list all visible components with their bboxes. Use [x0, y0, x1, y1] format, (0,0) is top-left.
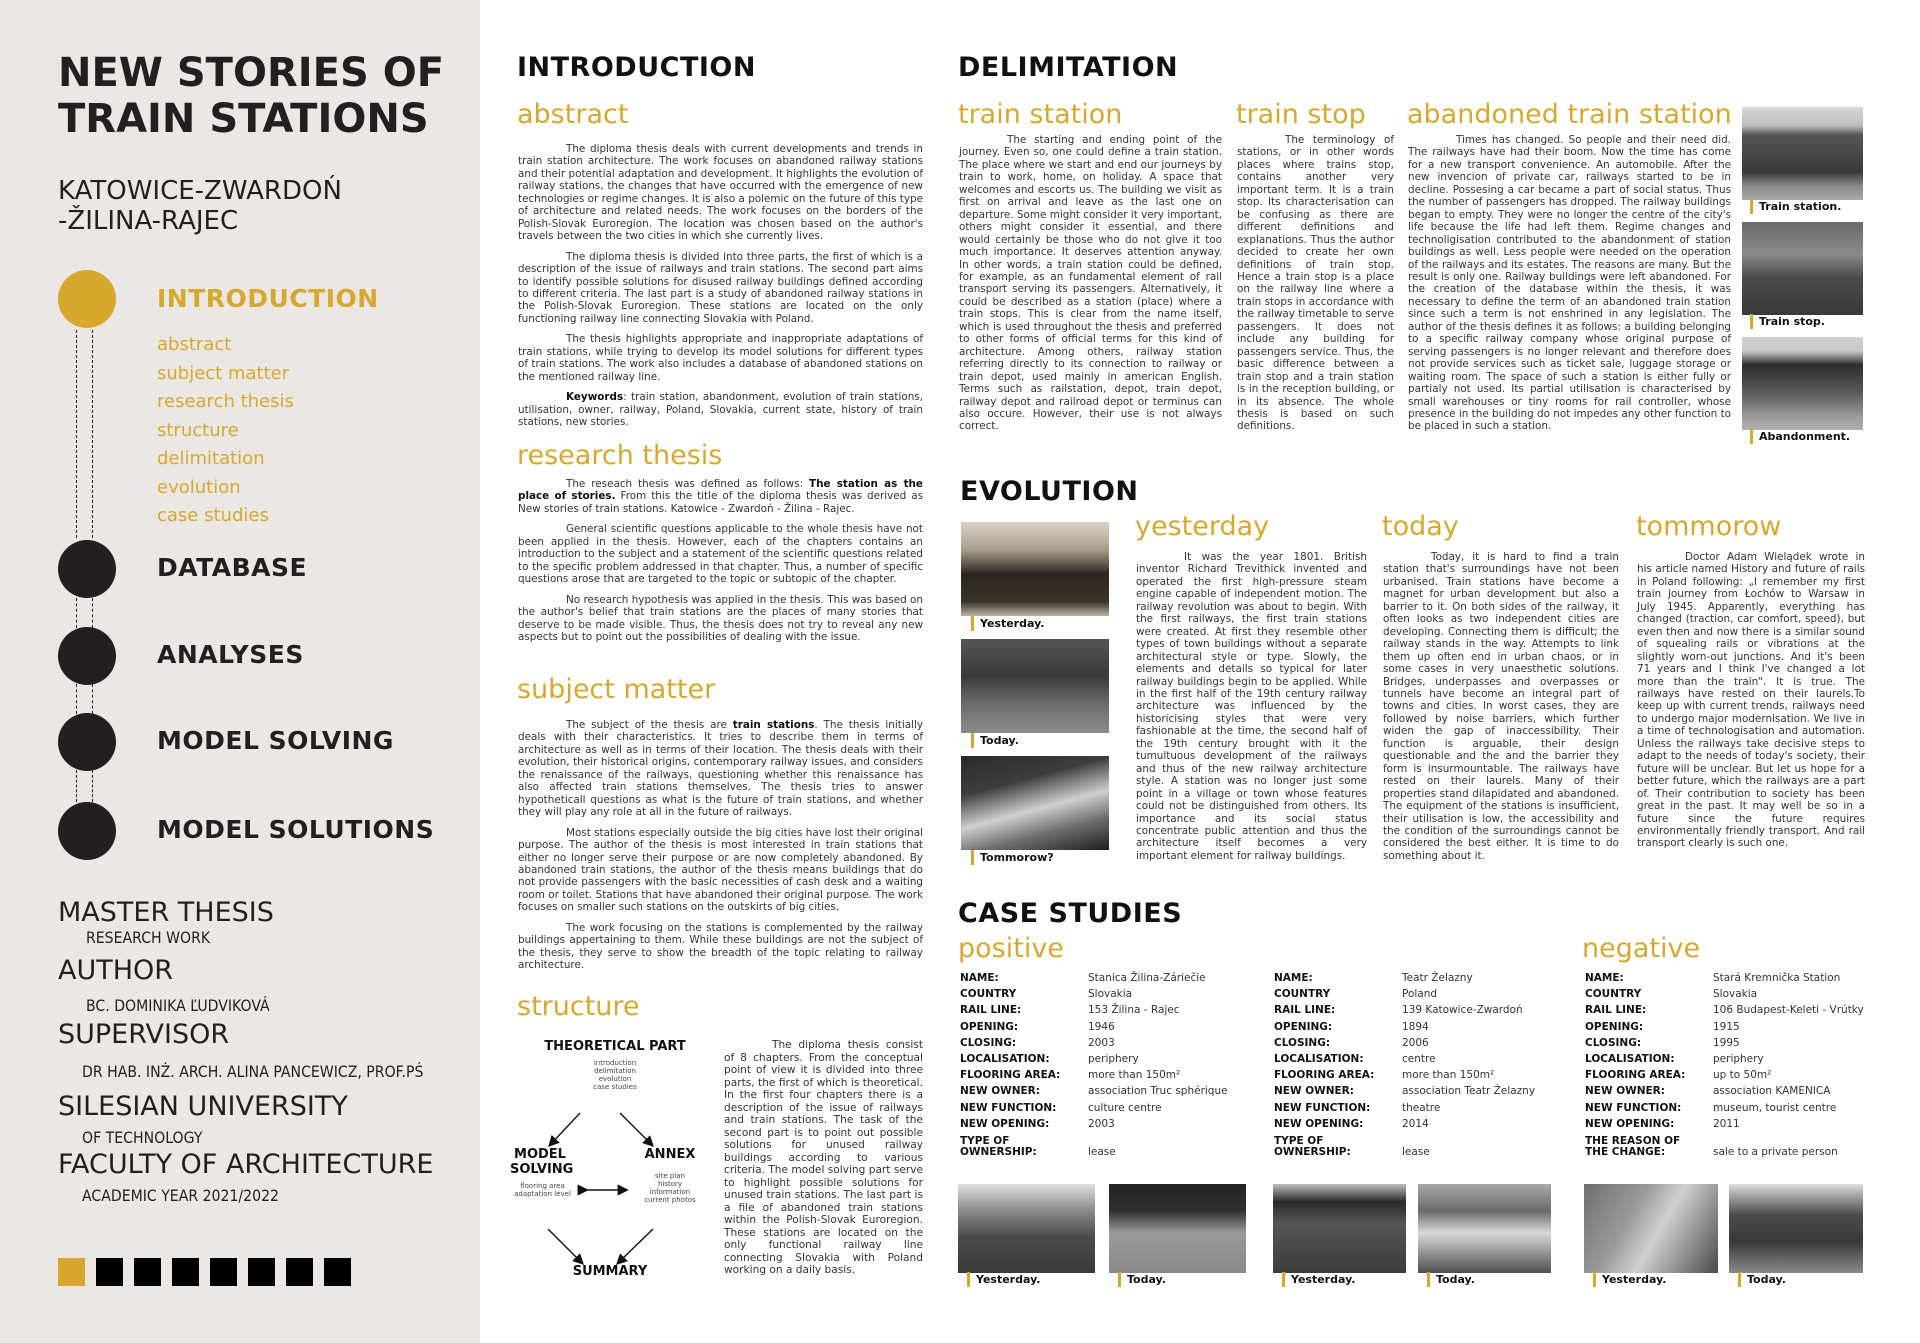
tommorow-title: tommorow	[1636, 511, 1782, 542]
arrow-model-summary	[548, 1229, 582, 1263]
case-key: RAIL LINE:	[1274, 1004, 1336, 1017]
diagram-model-items	[510, 1182, 575, 1198]
timeline-dash	[92, 598, 93, 628]
case-key: LOCALISATION:	[960, 1053, 1050, 1066]
case-key: LOCALISATION:	[1585, 1053, 1675, 1066]
case-key: COUNTRY	[1585, 988, 1642, 1001]
page-indicator	[58, 1258, 351, 1286]
caption-train-station: Train station.	[1750, 199, 1841, 214]
subject-matter-text	[518, 719, 923, 980]
timeline-dash	[92, 770, 93, 802]
photo-train-station	[1742, 107, 1863, 200]
case-row	[960, 1100, 1228, 1116]
subject-matter-paragraph: Most stations especially outside the big cities have lost their original purpose. The author of the thesis is most interested in train stations that either no longer serve their purpose or are now completely abandoned. By abandoned train stations, the author of the thesis means buildings that do not provide passengers with the basic necessities of cash desk and a waiting room or toilet. Stations that have abandoned their original purpose. The work focuses on smaller such stations on the outskirts of big cities.	[518, 826, 923, 914]
case-key: LOCALISATION:	[1274, 1053, 1364, 1066]
tommorow-paragraph: Doctor Adam Wielądek wrote in his article named History and future of rails in Poland following: „I remember my first train journey from Łochów to Warsaw in July 1945. Apparently, everything has changed (traction, car comfort, speed), but even then and now there is a similar sound of squealing rails or vibrations at the slightly worn-out junctions. And it's been 71 years and I think I've changed a lot more than the train". It is true. The railways have rested on their laurels.To keep up with current trends, railways need to undergo major modernisation. We live in a time of technologisation and automation. Unless the railways take decisive steps to adapt to the needs of today's society, their future will be unclear. But let us hope for a better future, which the railways are a part of. Their contribution to society has been great in the past. It may well be so in a future since the future requires environmentally friendly transport. And rail transport clearly is such one.	[1637, 551, 1865, 850]
case-key: NEW FUNCTION:	[1585, 1101, 1682, 1114]
case-key: CLOSING:	[1585, 1036, 1642, 1049]
case-value: 2003	[1088, 1117, 1115, 1130]
page-square[interactable]	[172, 1258, 199, 1286]
case-value: culture centre	[1088, 1101, 1162, 1114]
case-key: NAME:	[1585, 972, 1624, 984]
research-thesis-paragraph: No research hypothesis was applied in the thesis. This was based on the author's belief that train stations are the places of many stories that deserve to be made visible. Thus, the thesis does not try to reveal any new aspects but to point out the possibilities of dealing with the issue.	[518, 593, 923, 643]
diagram-item: site plan	[655, 1172, 685, 1180]
case-value: association Teatr Żelazny	[1402, 1085, 1536, 1098]
case-key: CLOSING:	[1274, 1036, 1331, 1049]
page-square-active[interactable]	[58, 1258, 85, 1286]
timeline-dash	[92, 330, 93, 538]
photo-train-stop	[1742, 222, 1863, 315]
case2-photo-today	[1418, 1184, 1551, 1273]
case-value: periphery	[1088, 1053, 1139, 1066]
case-key	[1585, 1132, 1713, 1158]
case-studies-heading: CASE STUDIES	[958, 898, 1183, 929]
case-row	[1585, 1116, 1864, 1132]
page-square[interactable]	[248, 1258, 275, 1286]
positive-title: positive	[958, 933, 1064, 964]
case-key: FLOORING AREA:	[960, 1069, 1061, 1082]
train-station-text	[959, 134, 1222, 441]
research-thesis-title: research thesis	[517, 440, 723, 471]
case-value: theatre	[1402, 1101, 1441, 1114]
case-value: 153 Žilina - Rajec	[1088, 1004, 1180, 1017]
timeline-dash	[76, 770, 77, 802]
delimitation-heading: DELIMITATION	[958, 52, 1179, 83]
case-row	[960, 1083, 1228, 1099]
text-bold: The station as the place of stories.	[518, 478, 923, 503]
info-heading: SUPERVISOR	[58, 1019, 230, 1050]
route-title	[58, 176, 478, 236]
title-line-2: TRAIN STATIONS	[58, 96, 429, 142]
case2-photo-yesterday	[1273, 1184, 1406, 1273]
diagram-theoretical-part: THEORETICAL PART	[544, 1039, 686, 1054]
case-key: NEW FUNCTION:	[1274, 1101, 1371, 1114]
today-title: today	[1382, 511, 1459, 542]
case-value: museum, tourist centre	[1713, 1101, 1837, 1114]
subchapter-abstract[interactable]: abstract	[157, 334, 232, 355]
abstract-paragraph: The thesis highlights appropriate and inappropriate adaptations of train stations, while trying to develop its model solutions for different types of train stations. The work also includes a database of abandoned stations on the mentioned railway line.	[518, 333, 923, 383]
sidebar	[0, 0, 480, 1343]
page-square[interactable]	[210, 1258, 237, 1286]
case-value: Slovakia	[1713, 988, 1758, 1001]
structure-diagram	[510, 1035, 710, 1285]
info-sub: DR HAB. INŻ. ARCH. ALINA PANCEWICZ, PROF.PŚ	[82, 1062, 424, 1081]
case-row	[1585, 986, 1864, 1002]
chapter-dot-introduction[interactable]	[58, 270, 116, 328]
case-key: COUNTRY	[960, 988, 1017, 1001]
case-value: 106 Budapest-Keleti - Vrútky	[1713, 1004, 1864, 1017]
case-value: centre	[1402, 1053, 1436, 1066]
info-sub: OF TECHNOLOGY	[82, 1128, 203, 1147]
case-row	[1585, 1083, 1864, 1099]
case-key: CLOSING:	[960, 1036, 1017, 1049]
case-key-line: TYPE OF	[960, 1135, 1010, 1148]
negative-title: negative	[1582, 933, 1701, 964]
case-key: OPENING:	[1585, 1020, 1644, 1033]
case-key-line: TYPE OF	[1274, 1135, 1324, 1148]
case-value: up to 50m²	[1713, 1069, 1772, 1082]
diagram-item: current photos	[644, 1196, 696, 1204]
abstract-text	[518, 143, 923, 437]
today-text	[1383, 551, 1619, 870]
diagram-item: delimitation	[594, 1067, 636, 1075]
today-paragraph: Today, it is hard to find a train station that's surroundings have not been urbanised. Train stations have become a magnet for urban development but also a barrier to it. On both sides of the railway, it often looks as two independent cities are developing. Connecting them is difficult; the railway stands in the way. Attempts to link them up often end in urban chaos, or in some cases in very unaesthetic solutions. Bridges, underpasses and overpasses or tunnels have become an integral part of towns and cities. In worst cases, they are followed by noise barriers, which further widen the gap of inaccessibility. Their function is arguable, their design questionable and the and the barrier they form is insurmountable. The railways have rested on their laurels. Many of their properties stand dilapidated and abandoned. The equipment of the stations is insufficient, their utilisation is low, the accessibility and the condition of the surroundings cannot be considered the best either. It is time to do something about it.	[1383, 551, 1619, 862]
case-row	[1585, 1035, 1864, 1051]
introduction-heading: INTRODUCTION	[517, 52, 756, 83]
train-station-paragraph: The starting and ending point of the journey. Even so, one could define a train station. The place where we start and end our journeys by train to work, home, on holiday. A space that welcomes and escorts us. The building we visit as first on arrival and leave as the last one on departure. Some might consider it very important, others might consider it essential, and there would certainly be those who do not give it too much importance. It deserves attention anyway. In other words, a train station could be defined, for example, as an fundamental element of rail transport serving its passengers. Alternatively, it could be described as a station (place) where a train stops. This is clear from the name itself, which is used throughout the thesis and preferred to other forms of official terms for this kind of architecture. Among others, railway station referring directly to its connection to railway or train depot, used mainly in american English. Terms such as railstation, depot, train depot, railway depot and railroad depot or terminus can also occure. However, their use is not always correct.	[959, 134, 1222, 433]
case-key: NEW OPENING:	[1585, 1117, 1675, 1130]
info-heading: FACULTY OF ARCHITECTURE	[58, 1149, 434, 1180]
case-row	[1585, 1002, 1864, 1018]
case2-caption-yesterday: Yesterday.	[1282, 1272, 1355, 1287]
case-value: 2003	[1088, 1036, 1115, 1049]
case-key: NEW OPENING:	[1274, 1117, 1364, 1130]
case2-caption-today: Today.	[1427, 1272, 1475, 1287]
case-value: 139 Katowice-Zwardoń	[1402, 1004, 1523, 1017]
case-key-line: THE CHANGE:	[1585, 1146, 1666, 1159]
case-key-line: OWNERSHIP:	[1274, 1146, 1351, 1159]
case-row	[960, 1019, 1228, 1035]
subject-matter-paragraph: The work focusing on the stations is complemented by the railway buildings appertaining to them. While these buildings are not the subject of the thesis, they serve to show the breadth of the topic relating to railway architecture.	[518, 921, 923, 972]
abandoned-station-paragraph: Times has changed. So people and their need did. The railways have had their boom. Now the time has come for a new transport convenience. An automobile. After the new invencion of private car, railways started to be in decline. Possesing a car became a part of social status. Thus the number of passengers has dropped. The railway buildings began to empty. They were no longer the centre of the city's life because the life had left them. Regime changes and technoligisation contributed to the abandonment of station buildings as well. Less people were needed on the operation of the railways and its estates. The reasons are many. But the result is only one. Railway buildings were left abandoned. For the creation of the database within the thesis, it was necessary to define the term of an abandoned train station since such a term is not enshrined in any legislation. The author of the thesis defines it as follows: a building belonging to a specific railway company whose original purpose of serving passengers is no longer relevant and therefore does not provide services such as ticket sale, luggage storage or waiting room. The space of such a station is either fully or partialy not used. Its partial utilisation is characterised by small warehouses or tiny rooms for rail controller, whose presence in the building do not impedes any other function to be placed in such a station.	[1408, 134, 1731, 433]
diagram-annex-items	[635, 1172, 705, 1204]
case-key	[1274, 1132, 1402, 1158]
case-value: 2011	[1713, 1117, 1740, 1130]
caption-yesterday: Yesterday.	[971, 616, 1044, 631]
case-row	[1274, 1002, 1535, 1018]
abstract-paragraph: The diploma thesis is divided into three parts, the first of which is a description of the issue of railways and train stations. The second part aims to identify possible solutions for disused railway buildings defined according to different criteria. The last part is a study of abandoned railway stations in the Polish-Slovak Euroregion. These stations are located on the only functioning railway line connecting Slovakia with Poland.	[518, 250, 923, 325]
abstract-title: abstract	[517, 99, 629, 130]
keywords-label: Keywords	[566, 391, 624, 404]
case-value: Poland	[1402, 988, 1438, 1001]
case-key: NEW OWNER:	[1274, 1085, 1354, 1098]
case-key-line: THE REASON OF	[1585, 1135, 1681, 1148]
timeline-dash	[76, 330, 77, 538]
case1-caption-yesterday: Yesterday.	[967, 1272, 1040, 1287]
chapter-dot-database[interactable]	[58, 540, 116, 598]
case-row	[960, 1132, 1228, 1158]
info-heading: AUTHOR	[58, 955, 174, 986]
yesterday-text	[1136, 551, 1367, 870]
case-row	[1585, 1132, 1864, 1158]
case-row	[1274, 1067, 1535, 1083]
case-key-line: OWNERSHIP:	[960, 1146, 1037, 1159]
subchapter-case-studies[interactable]: case studies	[157, 505, 269, 526]
case-value: association KAMENICA	[1713, 1085, 1831, 1098]
subject-matter-paragraph	[518, 719, 923, 819]
case-value: 1946	[1088, 1020, 1115, 1033]
case-key: RAIL LINE:	[960, 1004, 1022, 1017]
case-value: sale to a private person	[1713, 1146, 1838, 1159]
case-row	[1585, 970, 1864, 986]
chapter-dot-model-solutions[interactable]	[58, 802, 116, 860]
page-square[interactable]	[134, 1258, 161, 1286]
research-thesis-paragraph	[518, 478, 923, 515]
case-row	[960, 1051, 1228, 1067]
case-value: Stanica Žilina-Záriečie	[1088, 972, 1206, 984]
text-bold: train stations	[732, 719, 815, 731]
case-key: NAME:	[960, 972, 999, 984]
case-row	[960, 1116, 1228, 1132]
arrow-to-annex	[620, 1113, 652, 1145]
case-value: 1894	[1402, 1020, 1429, 1033]
subchapter-structure[interactable]: structure	[157, 419, 239, 441]
case-value: 2014	[1402, 1117, 1429, 1130]
text-run: . The thesis initially deals with their characteristics. It tries to describe them in terms of architecture as well as in terms of their location. The thesis deals with their evolution, their historical origins, contemporary railway issues, and considers the renaissance of the railways, questioning whether this renaissance has also affected train stations themselves. The thesis tries to answer hypotheticall questions as what is the future of train stations, and whether they will play any role at all in the future of railways.	[518, 719, 923, 819]
case-row	[1585, 1067, 1864, 1083]
caption-tommorow: Tommorow?	[971, 850, 1054, 865]
arrow-annex-summary	[618, 1229, 653, 1263]
subchapter-delimitation[interactable]: delimitation	[157, 448, 265, 469]
case-key: FLOORING AREA:	[1585, 1069, 1686, 1082]
research-thesis-paragraph: General scientific questions applicable to the whole thesis have not been applied in the thesis. However, each of the chapters contains an introduction to the subject and a statement of the scientific questions related to the specific problem addressed in that chapter. Thus, a number of specific questions arose that are targeted to the topic or subtopic of the chapter.	[518, 523, 923, 586]
case-key: NEW OWNER:	[960, 1085, 1040, 1098]
diagram-item: adaptation level	[514, 1190, 571, 1198]
caption-today: Today.	[971, 733, 1019, 748]
case-value: 1995	[1713, 1036, 1740, 1049]
chapter-model-solving[interactable]: MODEL SOLVING	[157, 726, 394, 755]
subchapter-evolution[interactable]: evolution	[157, 476, 241, 498]
diagram-item: introduction	[593, 1059, 637, 1067]
case-row	[960, 970, 1228, 986]
subchapter-subject-matter[interactable]: subject matter	[157, 362, 290, 384]
arrow-to-model	[550, 1113, 580, 1145]
research-thesis-text	[518, 478, 923, 651]
text-run: From this the title of the diploma thesis was derived as New stories of train stations. Katowice - Zwardoń - Žilina - Rajec.	[518, 490, 923, 515]
case-row	[960, 1067, 1228, 1083]
subject-matter-title: subject matter	[517, 674, 716, 705]
yesterday-paragraph: It was the year 1801. British inventor Richard Trevithick invented and operated the first high-pressure steam engine capable of independent motion. The railway revolution was about to begin. With the first railways, the first train stations were created. At first they resemble other types of town buildings without a separate architectural style or type. Slowly, the elements and details so typical for later railway buildings begin to be applied. While in the first half of the 19th century railway architecture was influenced by the historicising styles that were very fashionable at the time, the second half of the 19th century brought with it the tumultuous development of the railways and thus of the new railway architecture style. A station was no longer just some point in a village or town whose features could not be distinguished from others. Its importance and its social status concentrate public attention and thus the architecture itself becomes a very important element for railway buildings.	[1136, 551, 1367, 862]
case1-photo-today	[1109, 1184, 1246, 1273]
case-row	[1585, 1019, 1864, 1035]
case-value: Slovakia	[1088, 988, 1133, 1001]
case-row	[960, 1035, 1228, 1051]
case-study-3	[1585, 970, 1864, 1158]
tommorow-text	[1637, 551, 1865, 858]
case-row	[1274, 1116, 1535, 1132]
chapter-analyses[interactable]: ANALYSES	[157, 640, 304, 669]
info-sub: RESEARCH WORK	[86, 928, 211, 947]
timeline-dash	[76, 684, 77, 714]
case-row	[1274, 970, 1535, 986]
case-value: periphery	[1713, 1053, 1764, 1066]
case-value: 1915	[1713, 1020, 1740, 1033]
photo-yesterday	[961, 522, 1109, 616]
case-key: RAIL LINE:	[1585, 1004, 1647, 1017]
structure-title: structure	[517, 991, 640, 1022]
subchapter-research-thesis[interactable]: research thesis	[157, 391, 294, 412]
keywords-text: : train station, abandonment, evolution of train stations, utilisation, owner, railway, Poland, Slovakia, current state, history of train stations, new stories.	[518, 391, 923, 429]
case-key: NEW FUNCTION:	[960, 1101, 1057, 1114]
chapter-introduction[interactable]: INTRODUCTION	[157, 284, 379, 313]
case3-photo-yesterday	[1584, 1184, 1718, 1273]
case-value: more than 150m²	[1088, 1069, 1181, 1082]
case-key: NEW OWNER:	[1585, 1085, 1665, 1098]
chapter-database[interactable]: DATABASE	[157, 553, 308, 582]
info-sub: ACADEMIC YEAR 2021/2022	[82, 1186, 279, 1205]
case-row	[1274, 986, 1535, 1002]
chapter-dot-analyses[interactable]	[58, 627, 116, 685]
diagram-summary: SUMMARY	[572, 1264, 648, 1279]
caption-train-stop: Train stop.	[1750, 314, 1825, 329]
case-study-2	[1274, 970, 1535, 1158]
case3-photo-today	[1729, 1184, 1863, 1273]
info-heading: SILESIAN UNIVERSITY	[58, 1091, 348, 1122]
abandoned-station-title: abandoned train station	[1407, 99, 1732, 130]
train-stop-title: train stop	[1236, 99, 1366, 130]
diagram-item: evolution	[598, 1075, 632, 1083]
poster-title	[58, 50, 478, 142]
case-row	[1274, 1132, 1535, 1158]
case1-photo-yesterday	[958, 1184, 1095, 1273]
subchapter-list	[157, 331, 294, 531]
diagram-item: case studies	[593, 1083, 637, 1091]
case-study-1	[960, 970, 1228, 1158]
case-value: Stará Kremnička Station	[1713, 972, 1841, 984]
case-row	[1585, 1051, 1864, 1067]
structure-text	[724, 1039, 923, 1285]
case3-caption-yesterday: Yesterday.	[1593, 1272, 1666, 1287]
diagram-item: information	[649, 1188, 691, 1196]
text-run: The subject of the thesis are	[566, 719, 733, 731]
diagram-model-solving: MODEL SOLVING	[510, 1147, 574, 1177]
case-key: COUNTRY	[1274, 988, 1331, 1001]
keywords	[518, 391, 923, 428]
case-key: FLOORING AREA:	[1274, 1069, 1375, 1082]
case-row	[1274, 1035, 1535, 1051]
case-value: 2006	[1402, 1036, 1429, 1049]
case-value: association Truc sphérique	[1088, 1085, 1228, 1098]
chapter-model-solutions[interactable]: MODEL SOLUTIONS	[157, 815, 435, 844]
case-row	[1585, 1100, 1864, 1116]
case-key: NAME:	[1274, 972, 1313, 984]
train-stop-text	[1237, 134, 1394, 441]
page-square[interactable]	[324, 1258, 351, 1286]
abstract-paragraph: The diploma thesis deals with current developments and trends in train station architecture. The work focuses on abandoned railway stations and their potential adaptation and development. It highlights the evolution of railway stations, the changes that have occurred with the emergence of new technologies or regime changes. It is also a polemic on the future of this type of architecture and related needs. The work focuses on the borders of the Polish-Slovak Euroregion. The location was chosen based on the author's travels between the two cities in which she currently lives.	[518, 143, 923, 243]
case1-caption-today: Today.	[1118, 1272, 1166, 1287]
case-row	[1274, 1019, 1535, 1035]
yesterday-title: yesterday	[1135, 511, 1270, 542]
case-row	[960, 1002, 1228, 1018]
case-key: OPENING:	[1274, 1020, 1333, 1033]
case-value: Teatr Żelazny	[1402, 972, 1473, 984]
info-heading: MASTER THESIS	[58, 897, 274, 928]
train-stop-paragraph: The terminology of stations, or in other words places where trains stop, contains another very important term. It is a train stop. Its characterisation can be confusing as there are different definitions and explanations. Thus the author decided to create her own definitions of train stop. Hence a train stop is a place on the railway line where a train stops in accordance with the railway timetable to serve passengers. It does not include any building for passengers service. Thus, the basic difference between a train stop and a train station is in the reception building, or in its absence. The whole thesis is based on such definitions.	[1237, 134, 1394, 433]
chapter-dot-model-solving[interactable]	[58, 713, 116, 771]
structure-paragraph: The diploma thesis consist of 8 chapters. From the conceptual point of view it is divided into three parts, the first of which is theoretical. In the first four chapters there is a description of the issue of railways and train stations. The task of the second part is to point out possible solutions for unused railway buildings according to various criteria. The model solving part serve to highlight possible solutions for unused train stations. The last part is a file of abandoned train stations within the Polish-Slovak Euroregion. These stations are located on the only functional railway line connecting Slovakia with Poland working on a daily basis.	[724, 1039, 923, 1276]
timeline-dash	[76, 598, 77, 628]
photo-abandonment	[1742, 337, 1863, 430]
case-key	[960, 1132, 1088, 1158]
photo-today	[961, 639, 1109, 733]
page-square[interactable]	[286, 1258, 313, 1286]
case-value: more than 150m²	[1402, 1069, 1495, 1082]
case-row	[960, 986, 1228, 1002]
case-value: lease	[1088, 1146, 1116, 1159]
case-value: lease	[1402, 1146, 1430, 1159]
evolution-heading: EVOLUTION	[960, 476, 1139, 507]
case-key: OPENING:	[960, 1020, 1019, 1033]
case-row	[1274, 1100, 1535, 1116]
thesis-info	[58, 898, 478, 1206]
case-key: NEW OPENING:	[960, 1117, 1050, 1130]
train-station-title: train station	[958, 99, 1123, 130]
timeline-dash	[92, 684, 93, 714]
case3-caption-today: Today.	[1738, 1272, 1786, 1287]
route-line-2: -ŽILINA-RAJEC	[58, 206, 239, 236]
text-run: The reseach thesis was defined as follows:	[566, 478, 809, 490]
diagram-annex: ANNEX	[644, 1147, 696, 1162]
caption-abandonment: Abandonment.	[1750, 429, 1850, 444]
diagram-item: history	[657, 1180, 683, 1188]
info-sub: BC. DOMINIKA ĽUDVIKOVÁ	[86, 996, 270, 1015]
abandoned-station-text	[1408, 134, 1731, 441]
route-line-1: KATOWICE-ZWARDOŃ	[58, 176, 342, 206]
case-row	[1274, 1051, 1535, 1067]
page-square[interactable]	[96, 1258, 123, 1286]
title-line-1: NEW STORIES OF	[58, 50, 445, 96]
diagram-item: flooring area	[520, 1182, 565, 1190]
photo-tommorow	[961, 756, 1109, 850]
case-row	[1274, 1083, 1535, 1099]
